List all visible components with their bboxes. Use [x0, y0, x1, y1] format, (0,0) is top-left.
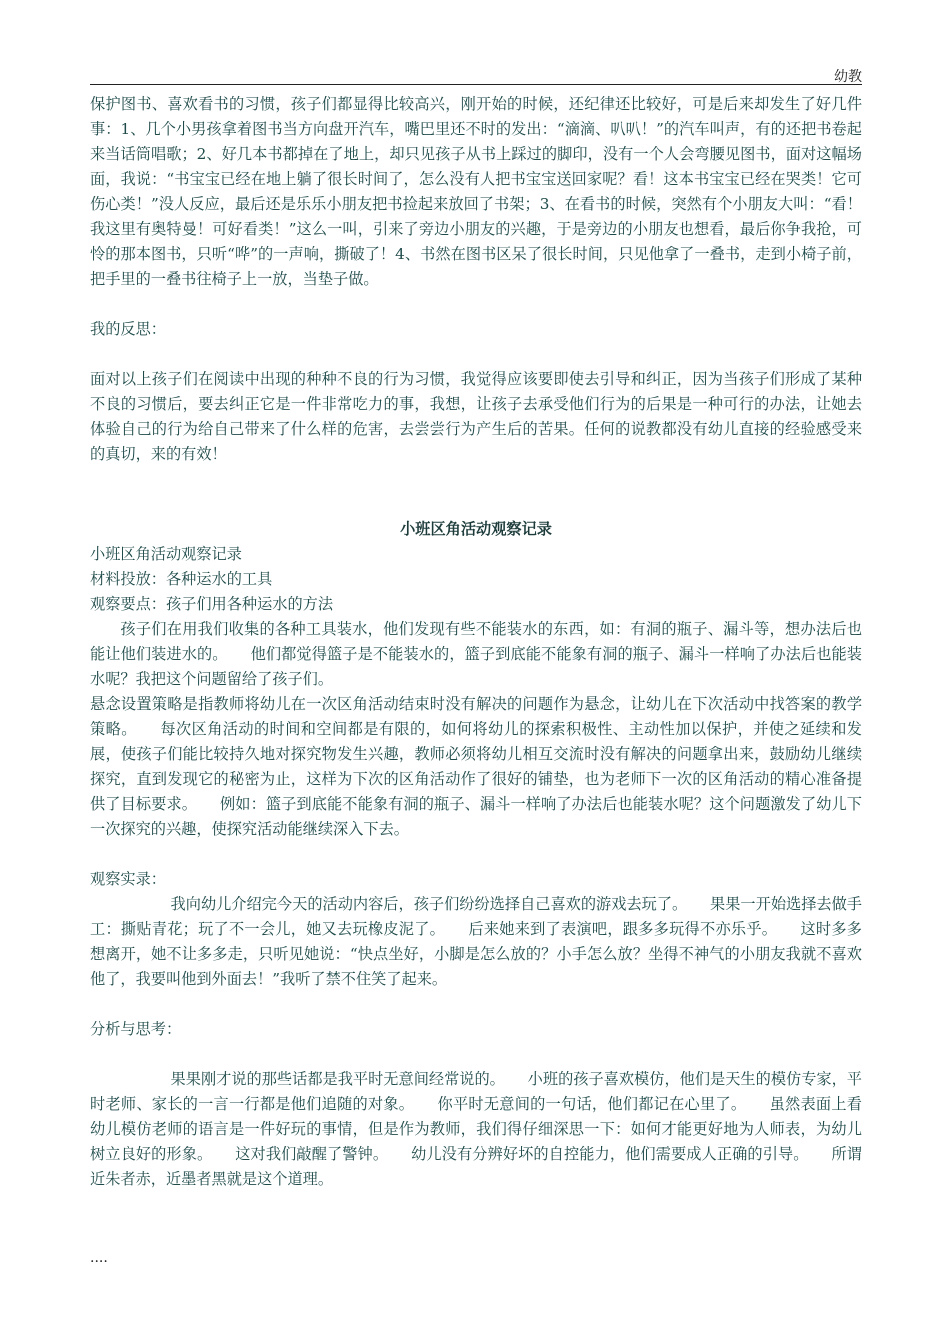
header-divider — [90, 84, 862, 85]
materials-line: 材料投放：各种运水的工具 — [90, 570, 273, 588]
continuation-ellipsis: .... — [90, 1250, 108, 1266]
section-title: 小班区角活动观察记录 — [400, 520, 552, 538]
reflection-paragraph: 面对以上孩子们在阅读中出现的种种不良的行为习惯，我觉得应该要即使去引导和纠正，因为当孩子们形成了某种不良的习惯后，要去纠正它是一件非常吃力的事，我想，让孩子去承受他们行为的后果是一种可行的办法，让她去体验自己的行为给自己带来了什么样的危害，去尝尝行为产生后的苦果。任何的说教都没有幼儿直接的经验感受来的真切，来的有效！ — [90, 370, 862, 463]
analysis-heading: 分析与思考： — [90, 1020, 182, 1038]
section-subtitle: 小班区角活动观察记录 — [90, 545, 242, 563]
document-body — [90, 92, 862, 1192]
observation-paragraph: 我向幼儿介绍完今天的活动内容后，孩子们纷纷选择自己喜欢的游戏去玩了。 果果一开始选择去做手工：撕贴青花；玩了不一会儿，她又去玩橡皮泥了。 后来她来到了表演吧，跟多多玩得不亦乐乎。 这时多多想离开，她不让多多走，只听见她说：“快点坐好，小脚是怎么放的？小手怎么放？坐得不神气的小朋友我就不喜欢他了，我要叫他到外面去！”我听了禁不住笑了起来。 — [90, 895, 862, 988]
observation-heading: 观察实录： — [90, 870, 166, 888]
water-tools-paragraph: 孩子们在用我们收集的各种工具装水，他们发现有些不能装水的东西，如：有洞的瓶子、漏斗等，想办法后也能让他们装进水的。 他们都觉得篮子是不能装水的，篮子到底能不能象有洞的瓶子、漏斗一样响了办法后也能装水呢？我把这个问题留给了孩子们。 — [90, 620, 862, 688]
reflection-heading: 我的反思： — [90, 320, 166, 338]
header-label: 幼教 — [834, 69, 862, 85]
key-points-line: 观察要点：孩子们用各种运水的方法 — [90, 595, 333, 613]
reading-incidents-paragraph: 保护图书、喜欢看书的习惯，孩子们都显得比较高兴，刚开始的时候，还纪律还比较好，可是后来却发生了好几件事：1、几个小男孩拿着图书当方向盘开汽车，嘴巴里还不时的发出：“滴滴、叭叭！”的汽车叫声，有的还把书卷起来当话筒唱歌；2、好几本书都掉在了地上，却只见孩子从书上踩过的脚印，没有一个人会弯腰见图书，面对这幅场面，我说：“书宝宝已经在地上躺了很长时间了，怎么没有人把书宝宝送回家呢？看！这本书宝宝已经在哭类！它可伤心类！”没人反应，最后还是乐乐小朋友把书捡起来放回了书架；3、在看书的时候，突然有个小朋友大叫：“看！我这里有奥特曼！可好看类！”这么一叫，引来了旁边小朋友的兴趣，于是旁边的小朋友也想看，最后你争我抢，可怜的那本图书，只听“哗”的一声响，撕破了！4、书然在图书区呆了很长时间，只见他拿了一叠书，走到小椅子前，把手里的一叠书往椅子上一放，当垫子做。 — [90, 95, 862, 288]
suspense-strategy-paragraph: 悬念设置策略是指教师将幼儿在一次区角活动结束时没有解决的问题作为悬念，让幼儿在下次活动中找答案的教学策略。 每次区角活动的时间和空间都是有限的，如何将幼儿的探索积极性、主动性加以保护，并使之延续和发展，使孩子们能比较持久地对探究物发生兴趣，教师必须将幼儿相互交流时没有解决的问题拿出来，鼓励幼儿继续探究，直到发现它的秘密为止，这样为下次的区角活动作了很好的铺垫，也为老师下一次的区角活动的精心准备提供了目标要求。 例如：篮子到底能不能象有洞的瓶子、漏斗一样响了办法后也能装水呢？这个问题激发了幼儿下一次探究的兴趣，使探究活动能继续深入下去。 — [90, 695, 862, 838]
analysis-paragraph: 果果刚才说的那些话都是我平时无意间经常说的。 小班的孩子喜欢模仿，他们是天生的模仿专家，平时老师、家长的一言一行都是他们追随的对象。 你平时无意间的一句话，他们都记在心里了。 虽然表面上看幼儿模仿老师的语言是一件好玩的事情，但是作为教师，我们得仔细深思一下：如何才能更好地为人师表，为幼儿树立良好的形象。 这对我们敲醒了警钟。 幼儿没有分辨好坏的自控能力，他们需要成人正确的引导。 所谓近朱者赤，近墨者黑就是这个道理。 — [90, 1070, 862, 1188]
